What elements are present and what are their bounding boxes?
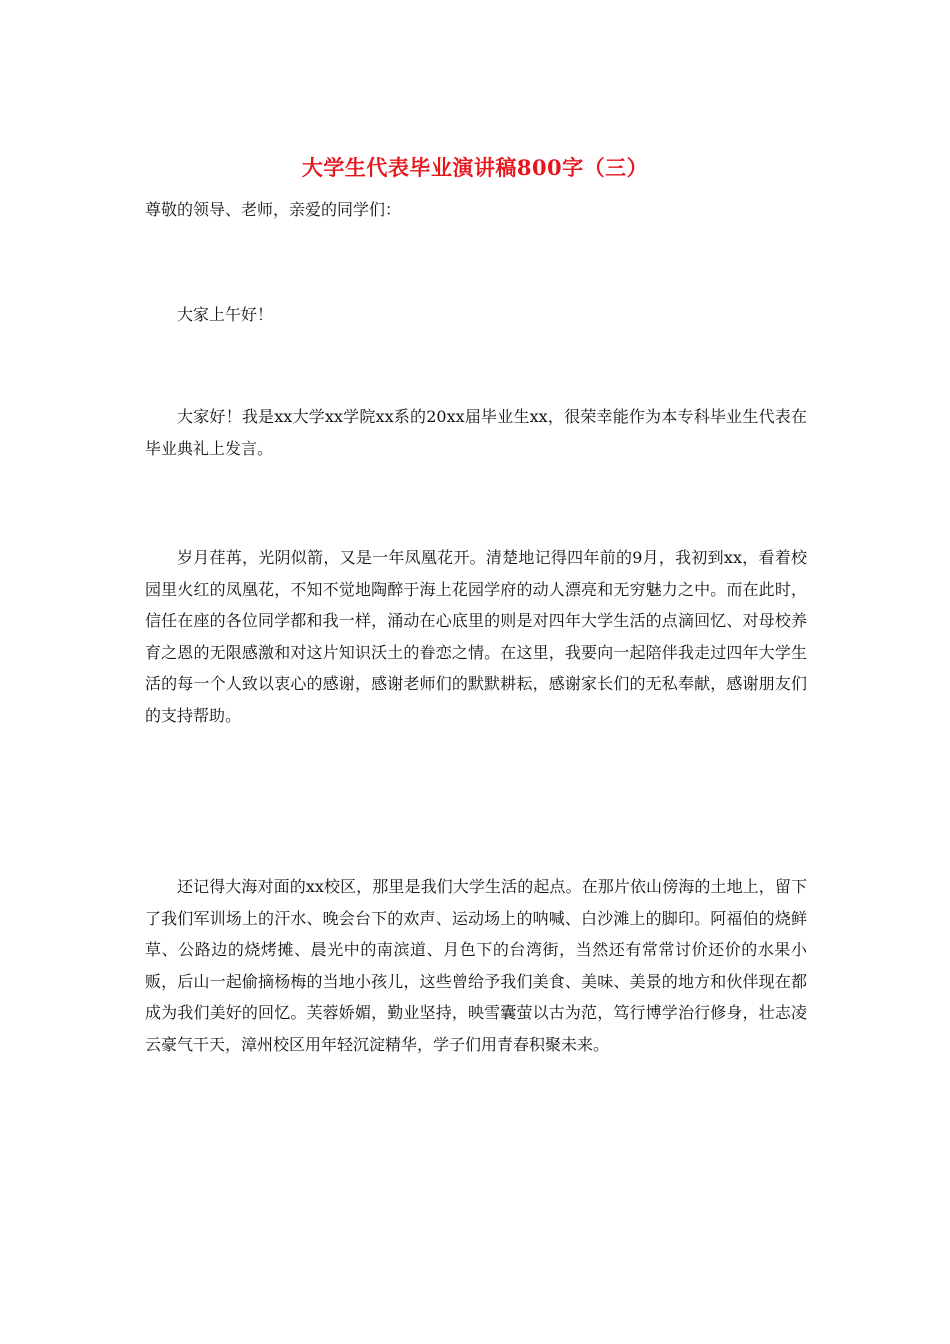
paragraph-greeting: 大家上午好！ <box>177 305 274 324</box>
document-title: 大学生代表毕业演讲稿800字（三） <box>301 155 649 180</box>
paragraph-introduction: 大家好！我是xx大学xx学院xx系的20xx届毕业生xx，很荣幸能作为本专科毕业生代表在毕业典礼上发言。 <box>145 407 807 458</box>
paragraph-campus: 还记得大海对面的xx校区，那里是我们大学生活的起点。在那片依山傍海的土地上，留下了我们军训场上的汗水、晚会台下的欢声、运动场上的呐喊、白沙滩上的脚印。阿福伯的烧鲜草、公路边的烧烤摊、晨光中的南滨道、月色下的台湾街，当然还有常常讨价还价的水果小贩，后山一起偷摘杨梅的当地小孩儿，这些曾给予我们美食、美味、美景的地方和伙伴现在都成为我们美好的回忆。芙蓉娇媚，勤业坚持，映雪囊萤以古为范，笃行博学治行修身，壮志凌云豪气干天，漳州校区用年轻沉淀精华，学子们用青春积聚未来。 <box>145 877 807 1054</box>
paragraph-memories: 岁月荏苒，光阴似箭，又是一年凤凰花开。清楚地记得四年前的9月，我初到xx，看着校园里火红的凤凰花，不知不觉地陶醉于海上花园学府的动人漂亮和无穷魅力之中。而在此时，信任在座的各位同学都和我一样，涌动在心底里的则是对四年大学生活的点滴回忆、对母校养育之恩的无限感激和对这片知识沃土的眷恋之情。在这里，我要向一起陪伴我走过四年大学生活的每一个人致以衷心的感谢，感谢老师们的默默耕耘，感谢家长们的无私奉献，感谢朋友们的支持帮助。 <box>145 548 807 725</box>
salutation: 尊敬的领导、老师，亲爱的同学们： <box>145 200 402 219</box>
